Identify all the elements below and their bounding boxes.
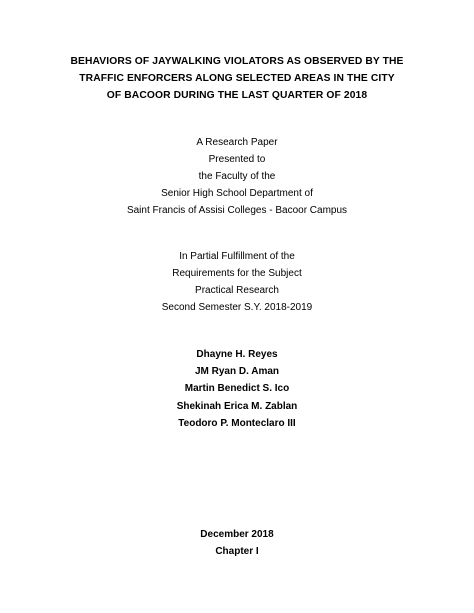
presentation-line: the Faculty of the — [198, 171, 276, 182]
fulfillment-line: Second Semester S.Y. 2018-2019 — [161, 302, 313, 313]
presentation-line: A Research Paper — [196, 137, 278, 148]
presentation-line: Saint Francis of Assisi Colleges - Bacoor Campus — [126, 205, 348, 216]
date-label: December 2018 — [200, 529, 274, 540]
footer-block — [0, 526, 474, 560]
chapter-label: Chapter I — [215, 546, 259, 557]
title-line: BEHAVIORS OF JAYWALKING VIOLATORS AS OBSERVED BY THE — [70, 56, 404, 67]
title-line: OF BACOOR DURING THE LAST QUARTER OF 2018 — [106, 90, 368, 101]
fulfillment-line: In Partial Fulfillment of the — [179, 251, 295, 262]
author-name: Martin Benedict S. Ico — [184, 383, 290, 395]
paper-title — [0, 53, 474, 104]
author-name: Shekinah Erica M. Zablan — [176, 400, 298, 412]
author-list — [0, 346, 474, 432]
presentation-line: Presented to — [208, 154, 266, 165]
fulfillment-block — [0, 248, 474, 316]
fulfillment-line: Requirements for the Subject — [172, 268, 302, 279]
author-name: JM Ryan D. Aman — [194, 366, 280, 378]
title-line: TRAFFIC ENFORCERS ALONG SELECTED AREAS IN THE CITY — [79, 73, 395, 84]
fulfillment-line: Practical Research — [195, 285, 279, 296]
presentation-block — [0, 134, 474, 219]
presentation-line: Senior High School Department of — [161, 188, 313, 199]
author-name: Teodoro P. Monteclaro III — [178, 417, 296, 429]
author-name: Dhayne H. Reyes — [196, 349, 278, 360]
